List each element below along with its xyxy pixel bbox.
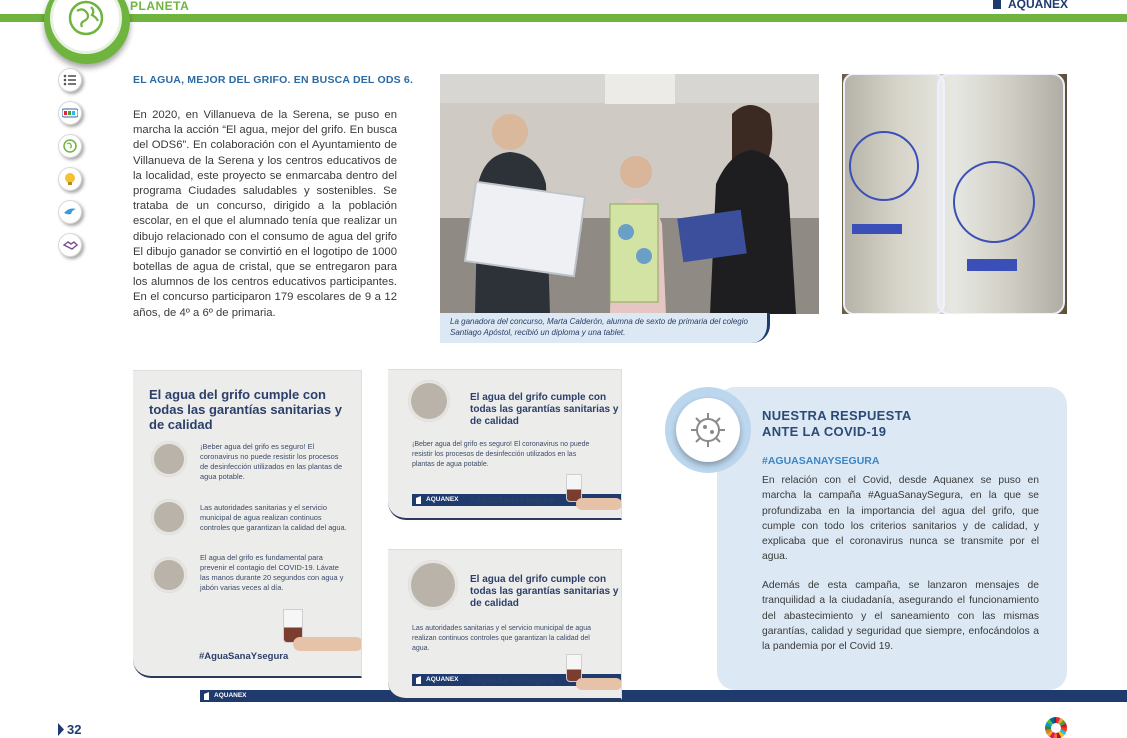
poster-large [133,370,362,678]
photo-caption: La ganadora del concurso, Marta Calderón, alumna de sexto de primaria del colegio Santiago Apóstol, recibió un diploma y una tablet. [440,313,770,343]
page-marker-icon [58,723,64,736]
poster-small-1 [388,369,622,520]
drinking-water-icon [151,441,187,477]
poster-item: ¡Beber agua del grifo es seguro! El coronavirus no puede resistir los procesos de desinfección utilizados en las plantas de agua potable. [200,442,343,481]
globe-icon [50,0,122,54]
section-label: PLANETA [130,0,190,13]
hand-icon [293,637,362,651]
brand-name: AQUANEX [1008,0,1069,11]
poster-body: ¡Beber agua del grifo es seguro! El coronavirus no puede resistir los procesos de desinfección utilizados en las plantas de agua potable. [412,441,590,468]
award-photo [440,74,819,314]
aquanex-badge: AQUANEX [200,690,1127,702]
globe-small-icon[interactable] [58,134,82,158]
handshake-icon[interactable] [58,233,82,257]
poster-hashtag: #AguaSanaYsegura [470,675,555,685]
poster-item: Las autoridades sanitarias y el servicio municipal de agua realizan continuos controles que garantizan la calidad del agua. [200,503,347,532]
sdg-wheel-icon [1045,717,1067,738]
covid-paragraph: Además de esta campaña, se lanzaron mensajes de tranquilidad a la ciudadanía, asegurando el funcionamiento del abastecimiento y el saneamiento con las mismas garantías, calidad y seguridad que siempre, enfocándolos a la pandemia por el Covid 19. [762,580,1039,653]
poster-heading: El agua del grifo cumple con todas las garantías sanitarias y de calidad [149,387,342,432]
hand-washing-icon [151,557,187,593]
covid-title [762,408,912,439]
poster-hashtag: #AguaSanaYsegura [199,651,289,662]
drinking-water-icon [408,380,450,422]
lightbulb-icon[interactable] [58,167,82,191]
bottles-photo [842,74,1067,314]
brand-mark-icon [993,0,1001,9]
page-number: 32 [67,722,82,737]
covid-title-line: NUESTRA RESPUESTA [762,408,912,423]
poster-body: Las autoridades sanitarias y el servicio municipal de agua realizan continuos controles que garantizan la calidad del agua. [412,625,591,652]
virus-icon [676,398,740,462]
poster-heading: El agua del grifo cumple con todas las garantías sanitarias y de calidad [470,574,619,609]
article-title: EL AGUA, MEJOR DEL GRIFO. EN BUSCA DEL ODS 6. [133,74,414,86]
covid-title-line: ANTE LA COVID-19 [762,423,887,439]
header-green-bar [0,14,1127,22]
covid-hashtag: #AGUASANAYSEGURA [762,455,880,467]
poster-small-2 [388,549,622,700]
list-icon[interactable] [58,68,82,92]
tap-icon [151,499,187,535]
aquanex-badge: AQUANEX [412,494,622,506]
hand-icon [576,678,622,690]
hand-icon [576,498,622,510]
poster-hashtag: #AguaSanaYsegura [470,495,555,505]
poster-heading: El agua del grifo cumple con todas las garantías sanitarias y de calidad [470,392,619,427]
aquanex-badge: AQUANEX [412,674,622,686]
covid-paragraph: En relación con el Covid, desde Aquanex se puso en marcha la campaña #AguaSanaySegura, en la que se profundizaba en la importancia del agua del grifo, que cumple con todo los criterios sanitarios y de calidad, y explicaba que el coronavirus nunca se transmite por el agua. [762,475,1039,563]
article-body: En 2020, en Villanueva de la Serena, se puso en marcha la acción “El agua, mejor del grifo. En busca del ODS6”. En colaboración con el Ayuntamiento de Villanueva de la Serena y los centros educativos de la localidad, este proyecto se enmarcaba dentro del programa Ciudades saludables y sostenibles. Se trataba de un concurso, dirigido a la población escolar, en el que el alumnado tenía que realizar un dibujo relacionado con el consumo de agua del grifo El dibujo ganador se convirtió en el logotipo de 1000 botellas de agua de cristal, que se entregaron para los alumnos de los centros educativos participantes. En el concurso participaron 179 escolares de 9 a 12 años, de 4º a 6º de primaria. [133,109,397,319]
poster-item: El agua del grifo es fundamental para prevenir el contagio del COVID-19. Lávate las manos durante 20 segundos con agua y jabón varias veces al día. [200,553,344,592]
bird-icon[interactable] [58,200,82,224]
ods-icon[interactable] [58,101,82,125]
tap-icon [408,560,458,610]
